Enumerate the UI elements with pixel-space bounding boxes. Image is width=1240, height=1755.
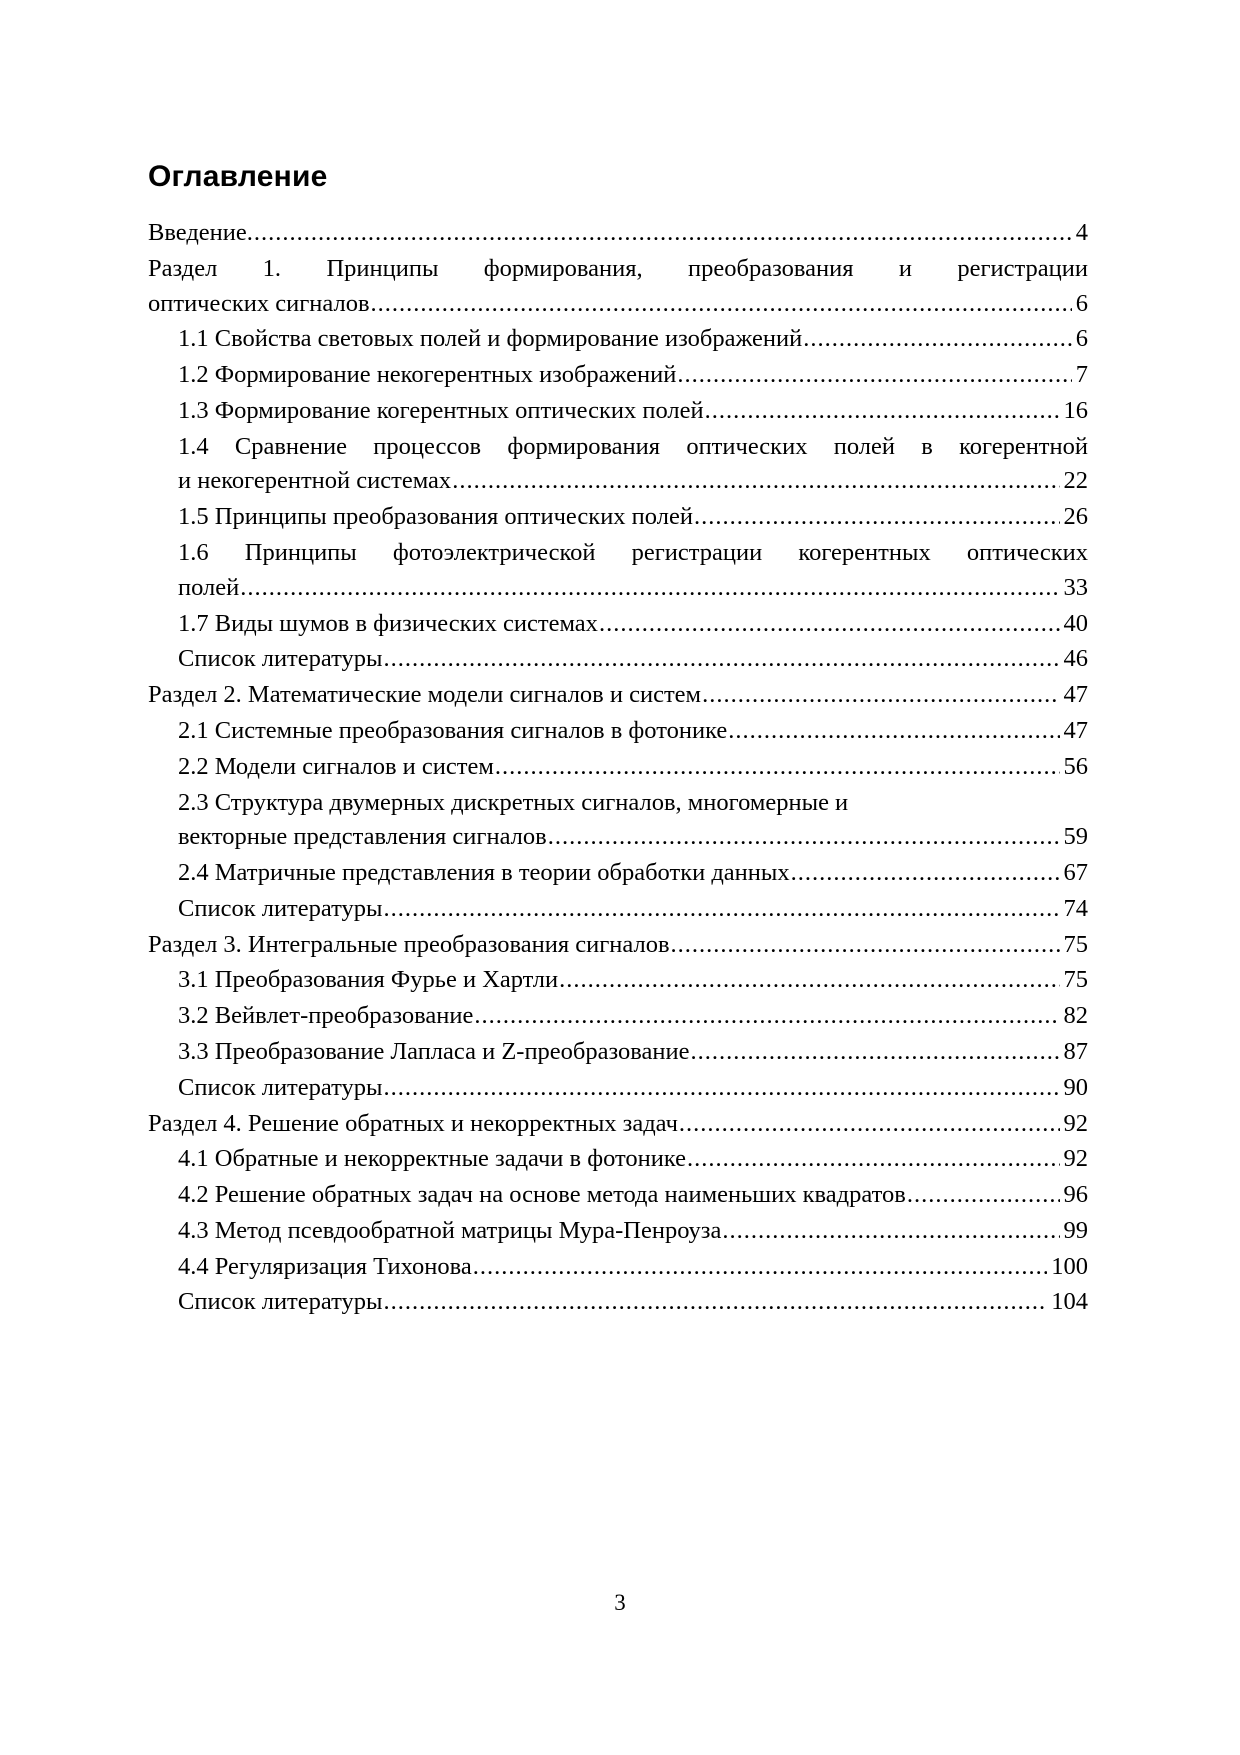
toc-page-number: 47 [1063,681,1088,709]
toc-entry-label: Раздел 2. Математические модели сигналов и систем [148,681,702,709]
toc-entry[interactable] [148,999,1088,1034]
toc-dot-leader [671,928,1060,963]
toc-entry-label: 1.4 Сравнение процессов формирования оптических полей в когерентной [178,432,1088,460]
toc-entry-row [178,464,1088,499]
toc-entry-row [178,750,1088,785]
toc-entry-label: 2.2 Модели сигналов и систем [178,752,494,780]
toc-entry[interactable] [148,856,1088,891]
toc-entry[interactable] [148,1071,1088,1106]
toc-entry[interactable] [148,607,1088,642]
toc-entry-row [178,358,1088,393]
toc-entry-row [178,1178,1088,1213]
toc-entry-label-cont: оптических сигналов [148,289,370,317]
toc-entry-label: Список литературы [178,1288,383,1316]
toc-entry-row [178,571,1088,606]
toc-entry-row [178,714,1088,749]
toc-entry-label: 2.4 Матричные представления в теории обработки данных [178,859,790,887]
toc-dot-leader [728,714,1059,749]
toc-page-number: 56 [1063,752,1088,780]
toc-dot-leader [705,394,1060,429]
toc-dot-leader [383,892,1059,927]
toc-entry-label: Введение. [148,219,253,246]
page-title: Оглавление [148,160,328,193]
toc-page-number: 92 [1063,1109,1088,1137]
toc-page-number: 6 [1075,289,1088,317]
toc-entry-row [178,1071,1088,1106]
toc-entry-row [148,678,1088,713]
toc-entry-row [148,1107,1088,1142]
toc-dot-leader [383,1285,1047,1320]
toc-entry-row [148,287,1088,322]
toc-entry-label: 1.2 Формирование некогерентных изображений [178,361,677,389]
toc-page-number: 82 [1063,1002,1088,1030]
toc-dot-leader [452,464,1059,499]
footer-page-number: 3 [614,1590,626,1615]
toc-entry[interactable] [148,1142,1088,1177]
toc-page-number: 46 [1063,645,1088,673]
toc-page-number: 99 [1063,1216,1088,1244]
toc-entry[interactable] [148,536,1088,606]
toc-entry-label: 1.6 Принципы фотоэлектрической регистрации когерентных оптических [178,539,1088,567]
toc-entry-label: 1.7 Виды шумов в физических системах [178,609,598,637]
toc-entry-row [178,1035,1088,1070]
toc-entry-label: 4.4 Регуляризация Тихонова [178,1252,472,1280]
toc-entry[interactable] [148,1285,1088,1320]
toc-entry-label: Раздел 1. Принципы формирования, преобразования и регистрации [148,254,1088,282]
toc-entry-row [178,1250,1088,1285]
toc-entry-row [178,607,1088,642]
toc-entry-label: 4.1 Обратные и некорректные задачи в фотонике [178,1145,687,1173]
toc-dot-leader [548,820,1060,855]
toc-page-number: 74 [1063,894,1088,922]
toc-page-number: 40 [1063,609,1088,637]
toc-entry-label: 3.1 Преобразования Фурье и Хартли [178,966,559,994]
toc-entry[interactable] [148,394,1088,429]
toc-entry-label-cont: полей [178,573,240,601]
toc-dot-leader [694,500,1060,535]
toc-dot-leader [722,1214,1059,1249]
toc-entry[interactable] [148,252,1088,322]
toc-page-number: 92 [1063,1145,1088,1173]
toc-entry[interactable] [148,642,1088,677]
toc-entry-label: 1.1 Свойства световых полей и формирование изображений [178,325,803,353]
toc-page-number: 22 [1063,467,1088,495]
toc-entry[interactable] [148,892,1088,927]
toc-entry-label: 3.2 Вейвлет-преобразование [178,1002,474,1030]
toc-dot-leader [371,287,1072,322]
toc-page-number: 6 [1075,325,1088,353]
toc-entry[interactable] [148,1035,1088,1070]
toc-dot-leader [679,1107,1060,1142]
toc-page-number: 7 [1075,361,1088,389]
toc-list [148,216,1088,1320]
toc-entry[interactable] [148,1107,1088,1142]
toc-dot-leader [473,1250,1048,1285]
toc-entry[interactable] [148,1178,1088,1213]
toc-dot-leader [383,1071,1059,1106]
toc-entry[interactable] [148,216,1088,251]
toc-dot-leader [803,322,1071,357]
toc-entry-label: 2.3 Структура двумерных дискретных сигналов, многомерные и [178,788,849,816]
toc-dot-leader [383,642,1059,677]
toc-dot-leader [474,999,1059,1034]
toc-entry-label: Список литературы [178,645,383,673]
toc-entry-row [178,1142,1088,1177]
toc-page-number: 75 [1063,930,1088,958]
toc-entry-row [178,892,1088,927]
toc-entry-row [178,1285,1088,1320]
toc-page-number: 26 [1063,503,1088,531]
toc-entry-label-cont: и некогерентной системах [178,467,452,495]
toc-dot-leader [691,1035,1060,1070]
toc-entry[interactable] [148,322,1088,357]
toc-dot-leader [687,1142,1059,1177]
toc-entry-row [178,999,1088,1034]
toc-page-number: 90 [1063,1073,1088,1101]
toc-entry[interactable] [148,750,1088,785]
toc-dot-leader [240,571,1059,606]
toc-entry-row [178,642,1088,677]
toc-dot-leader [254,216,1072,251]
toc-page-number: 59 [1063,823,1088,851]
toc-page-number: 75 [1063,966,1088,994]
toc-entry-row [178,820,1088,855]
toc-entry-label: 1.3 Формирование когерентных оптических полей [178,396,704,424]
toc-entry-label: 1.5 Принципы преобразования оптических полей [178,503,693,531]
toc-entry[interactable] [148,963,1088,998]
toc-entry-label: 2.1 Системные преобразования сигналов в фотонике [178,716,728,744]
toc-entry-label: 4.3 Метод псевдообратной матрицы Мура-Пенроуза [178,1216,722,1244]
toc-page-number: 96 [1063,1181,1088,1209]
toc-entry-label: Список литературы [178,1073,383,1101]
toc-entry-row [178,394,1088,429]
toc-entry-label: Раздел 4. Решение обратных и некорректных задач [148,1109,678,1137]
toc-entry-row [148,216,1088,251]
toc-page-number: 33 [1063,573,1088,601]
toc-dot-leader [702,678,1059,713]
toc-entry-row [178,963,1088,998]
toc-page-number: 4 [1075,219,1088,246]
toc-entry-row [178,1214,1088,1249]
toc-page-number: 16 [1063,396,1088,424]
toc-page-number: 104 [1051,1288,1088,1316]
toc-entry[interactable] [148,714,1088,749]
toc-entry[interactable] [148,928,1088,963]
toc-dot-leader [495,750,1060,785]
toc-entry[interactable] [148,500,1088,535]
toc-entry[interactable] [148,430,1088,500]
toc-dot-leader [677,358,1071,393]
toc-entry-row [148,928,1088,963]
toc-entry-row [178,322,1088,357]
toc-page-number: 87 [1063,1037,1088,1065]
toc-entry-label: Список литературы [178,894,383,922]
toc-page-number: 100 [1051,1252,1088,1280]
toc-container [148,160,1088,1321]
toc-dot-leader [907,1178,1060,1213]
toc-entry[interactable] [148,678,1088,713]
toc-entry-label: Раздел 3. Интегральные преобразования сигналов [148,930,670,958]
toc-entry[interactable] [148,1250,1088,1285]
toc-entry[interactable] [148,1214,1088,1249]
toc-page-number: 47 [1063,716,1088,744]
toc-entry-label: 4.2 Решение обратных задач на основе метода наименьших квадратов [178,1181,906,1209]
toc-entry[interactable] [148,786,1088,856]
toc-dot-leader [599,607,1060,642]
toc-dot-leader [791,856,1060,891]
toc-entry-label: 3.3 Преобразование Лапласа и Z-преобразование [178,1037,690,1065]
toc-entry-row [178,500,1088,535]
toc-entry-row [178,856,1088,891]
toc-dot-leader [559,963,1059,998]
toc-entry-label-cont: векторные представления сигналов [178,823,547,851]
toc-entry[interactable] [148,358,1088,393]
toc-page-number: 67 [1063,859,1088,887]
